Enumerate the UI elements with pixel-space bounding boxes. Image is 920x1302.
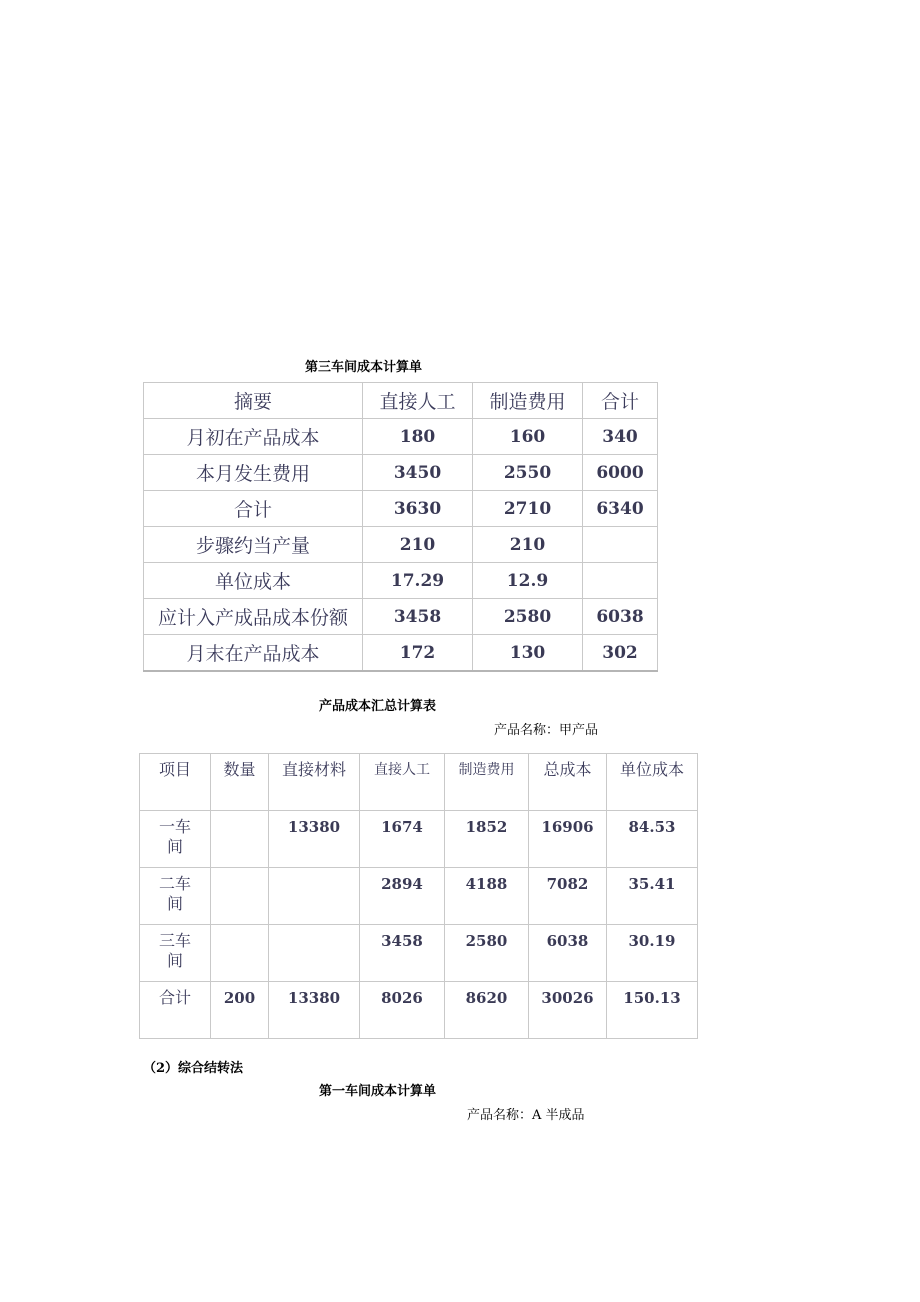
row-label: 月末在产品成本 [144, 635, 363, 672]
row-label: 应计入产成品成本份额 [144, 599, 363, 635]
row-label: 月初在产品成本 [144, 419, 363, 455]
table2-product-name: 产品名称：甲产品 [494, 723, 599, 738]
table2-title: 产品成本汇总计算表 [319, 699, 437, 714]
cell-value [269, 925, 360, 982]
cell-value: 3630 [363, 491, 473, 527]
cell-value: 160 [473, 419, 583, 455]
cell-value: 16906 [529, 811, 607, 868]
header-cell: 直接材料 [269, 754, 360, 811]
cell-value: 3450 [363, 455, 473, 491]
cell-value [211, 925, 269, 982]
cell-value: 210 [363, 527, 473, 563]
cell-value: 340 [583, 419, 658, 455]
cell-value [211, 868, 269, 925]
header-cell: 单位成本 [607, 754, 698, 811]
cell-value: 150.13 [607, 982, 698, 1039]
header-cell: 数量 [211, 754, 269, 811]
table-header-row [144, 383, 658, 419]
product-cost-summary-table [139, 753, 698, 1039]
third-workshop-cost-table [143, 382, 658, 672]
cell-value: 30.19 [607, 925, 698, 982]
cell-value: 6038 [583, 599, 658, 635]
row-label: 三车 间 [140, 925, 211, 982]
cell-value: 180 [363, 419, 473, 455]
first-workshop-product-name: 产品名称：A 半成品 [467, 1108, 585, 1123]
section-heading: （2）综合结转法 [143, 1061, 244, 1076]
cell-value: 200 [211, 982, 269, 1039]
header-cell: 制造费用 [445, 754, 529, 811]
table-row [144, 491, 658, 527]
table-row [144, 455, 658, 491]
cell-value [583, 563, 658, 599]
cell-value: 6000 [583, 455, 658, 491]
cell-value: 13380 [269, 982, 360, 1039]
row-label: 合计 [144, 491, 363, 527]
cell-value: 172 [363, 635, 473, 672]
cell-value: 4188 [445, 868, 529, 925]
cell-value: 2580 [445, 925, 529, 982]
cell-value: 1674 [360, 811, 445, 868]
cell-value: 30026 [529, 982, 607, 1039]
cell-value: 84.53 [607, 811, 698, 868]
row-label: 单位成本 [144, 563, 363, 599]
cell-value: 3458 [363, 599, 473, 635]
cell-value: 210 [473, 527, 583, 563]
table-row [140, 982, 698, 1039]
row-label: 步骤约当产量 [144, 527, 363, 563]
table-row [144, 563, 658, 599]
cell-value: 130 [473, 635, 583, 672]
table-row [144, 599, 658, 635]
row-label: 本月发生费用 [144, 455, 363, 491]
header-cell: 合计 [583, 383, 658, 419]
row-label: 合计 [140, 982, 211, 1039]
cell-value: 2580 [473, 599, 583, 635]
cell-value: 1852 [445, 811, 529, 868]
table-row [144, 635, 658, 672]
table-row [144, 527, 658, 563]
cell-value [269, 868, 360, 925]
cell-value: 2550 [473, 455, 583, 491]
cell-value [211, 811, 269, 868]
cell-value: 8026 [360, 982, 445, 1039]
cell-value: 13380 [269, 811, 360, 868]
table-row [144, 419, 658, 455]
table-header-row [140, 754, 698, 811]
header-cell: 直接人工 [360, 754, 445, 811]
row-label: 二车 间 [140, 868, 211, 925]
row-label: 一车 间 [140, 811, 211, 868]
cell-value: 302 [583, 635, 658, 672]
cell-value: 17.29 [363, 563, 473, 599]
cell-value: 7082 [529, 868, 607, 925]
cell-value: 3458 [360, 925, 445, 982]
header-cell: 制造费用 [473, 383, 583, 419]
first-workshop-title: 第一车间成本计算单 [319, 1084, 437, 1099]
cell-value: 2710 [473, 491, 583, 527]
table-row [140, 925, 698, 982]
header-cell: 直接人工 [363, 383, 473, 419]
cell-value: 8620 [445, 982, 529, 1039]
cell-value: 2894 [360, 868, 445, 925]
header-cell: 项目 [140, 754, 211, 811]
cell-value: 6340 [583, 491, 658, 527]
cell-value: 6038 [529, 925, 607, 982]
header-cell: 摘要 [144, 383, 363, 419]
table1-title: 第三车间成本计算单 [305, 360, 423, 375]
header-cell: 总成本 [529, 754, 607, 811]
table-row [140, 811, 698, 868]
cell-value: 12.9 [473, 563, 583, 599]
cell-value [583, 527, 658, 563]
table-row [140, 868, 698, 925]
cell-value: 35.41 [607, 868, 698, 925]
